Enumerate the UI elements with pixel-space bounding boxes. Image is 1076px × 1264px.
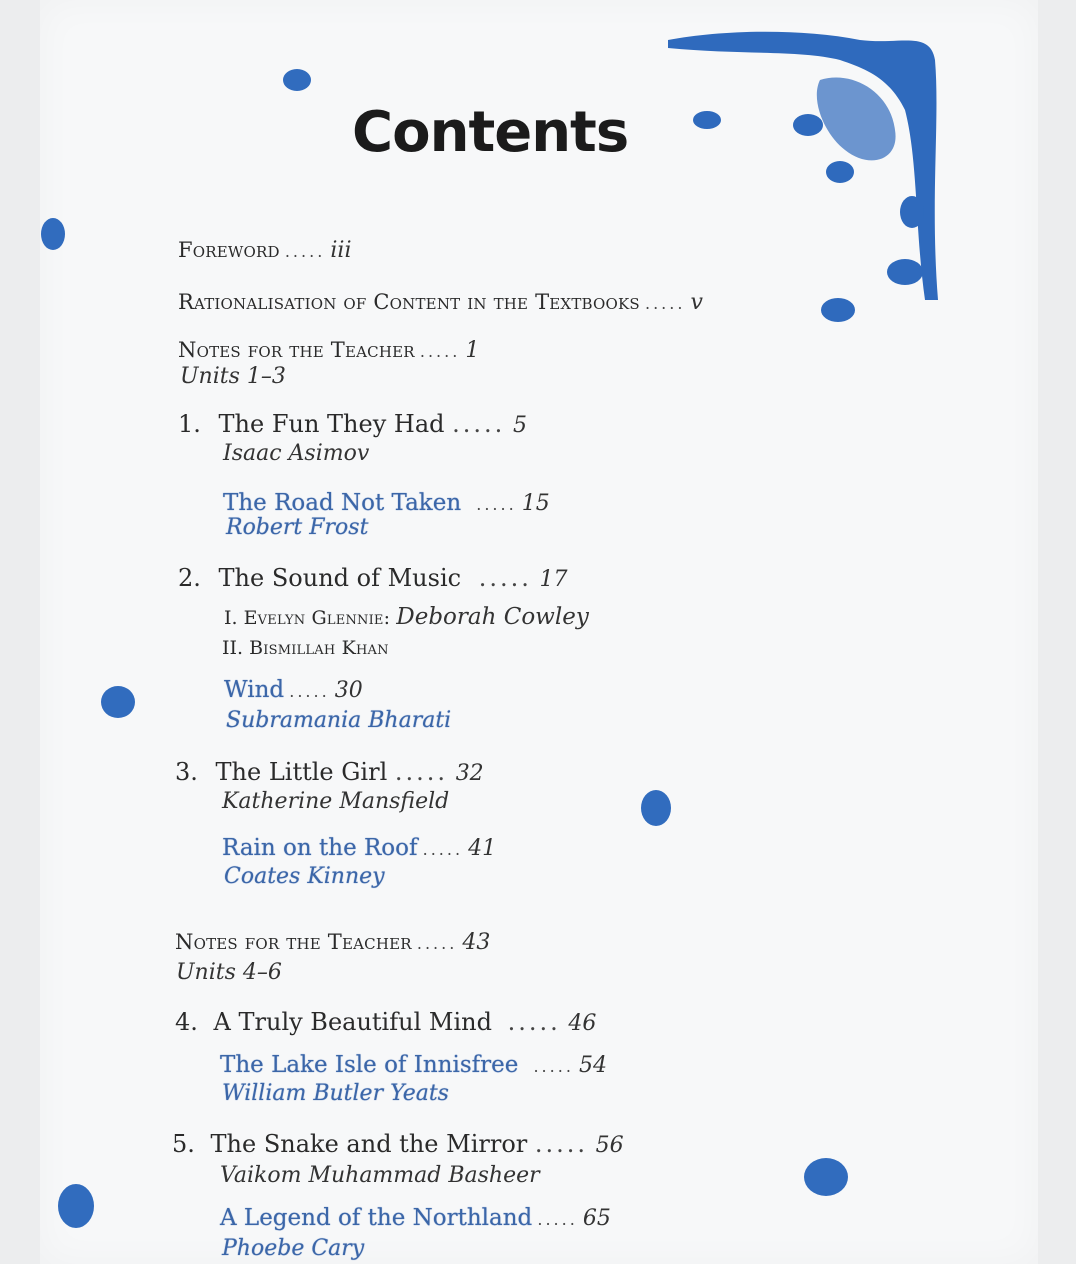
- toc-entry-rationalisation[interactable]: [178, 290, 703, 315]
- part-author: Deborah Cowley: [396, 604, 589, 630]
- toc-entry-poem-3[interactable]: [222, 835, 496, 861]
- page-number: 54: [579, 1053, 607, 1078]
- leader-dots: .....: [416, 934, 458, 953]
- chapter-author: Vaikom Muhammad Basheer: [220, 1163, 540, 1188]
- toc-label: Rationalisation of Content in the Textbooks: [178, 290, 640, 314]
- chapter-number: 1.: [178, 410, 201, 438]
- poem-title: Wind: [224, 677, 285, 703]
- toc-entry-chapter-1[interactable]: [178, 410, 527, 438]
- page-number: v: [690, 290, 703, 315]
- ink-blot: [283, 69, 311, 91]
- page-title: Contents: [352, 100, 629, 165]
- poem-title: Rain on the Roof: [222, 835, 418, 861]
- toc-entry-notes-1[interactable]: [178, 338, 479, 363]
- part-number: I.: [224, 607, 238, 629]
- toc-entry-foreword[interactable]: [178, 238, 351, 263]
- page-number: 1: [465, 338, 480, 363]
- toc-entry-chapter-3[interactable]: [175, 758, 484, 786]
- ink-blot: [693, 111, 721, 129]
- page-number: 65: [582, 1206, 611, 1231]
- poem-author: Subramania Bharati: [226, 708, 452, 733]
- page-number: 17: [539, 567, 568, 592]
- toc-entry-poem-2[interactable]: [224, 677, 363, 703]
- chapter-part-2[interactable]: [222, 637, 389, 659]
- page-number: 30: [334, 678, 363, 703]
- toc-entry-poem-4[interactable]: [220, 1052, 607, 1078]
- ink-blot: [821, 298, 855, 322]
- toc-label: Foreword: [178, 238, 280, 262]
- leader-dots: .....: [534, 1130, 589, 1158]
- leader-dots: .....: [419, 342, 461, 361]
- toc-label: Notes for the Teacher: [178, 338, 415, 362]
- ink-blot: [58, 1184, 94, 1228]
- poem-title: The Lake Isle of Innisfree: [220, 1052, 519, 1078]
- ink-blot: [887, 259, 923, 285]
- page-number: 32: [455, 761, 484, 786]
- chapter-title: A Truly Beautiful Mind: [213, 1008, 492, 1036]
- poem-title: A Legend of the Northland: [220, 1205, 533, 1231]
- chapter-title: The Fun They Had: [218, 410, 445, 438]
- poem-author: Phoebe Cary: [222, 1236, 365, 1261]
- toc-label: Notes for the Teacher: [175, 930, 412, 954]
- chapter-number: 3.: [175, 758, 198, 786]
- ink-blot: [900, 196, 924, 228]
- page-number: 56: [595, 1133, 624, 1158]
- chapter-title: The Little Girl: [215, 758, 388, 786]
- page-number: 5: [512, 413, 527, 438]
- toc-entry-poem-5[interactable]: [220, 1205, 611, 1231]
- leader-dots: .....: [394, 758, 449, 786]
- leader-dots: .....: [284, 242, 326, 261]
- ink-blot: [41, 218, 65, 250]
- part-number: II.: [222, 637, 244, 659]
- poem-author: William Butler Yeats: [222, 1081, 449, 1106]
- leader-dots: .....: [422, 840, 464, 859]
- ink-corner-leaf: [817, 77, 896, 160]
- page-number: 41: [468, 836, 497, 861]
- poem-author: Robert Frost: [226, 515, 369, 540]
- page-number: 46: [568, 1011, 597, 1036]
- chapter-number: 4.: [175, 1008, 198, 1036]
- leader-dots: .....: [289, 682, 330, 701]
- chapter-title: The Sound of Music: [218, 564, 462, 592]
- leader-dots: .....: [478, 564, 532, 592]
- leader-dots: .....: [476, 495, 517, 514]
- ink-blot: [101, 686, 135, 718]
- leader-dots: .....: [533, 1057, 574, 1076]
- poem-title: The Road Not Taken: [223, 490, 462, 516]
- leader-dots: .....: [537, 1210, 578, 1229]
- leader-dots: .....: [507, 1008, 561, 1036]
- page-number: iii: [330, 238, 352, 263]
- poem-author: Coates Kinney: [224, 864, 385, 889]
- part-label: Evelyn Glennie:: [243, 607, 391, 629]
- chapter-part-1[interactable]: [224, 604, 589, 630]
- ink-blot: [641, 790, 671, 826]
- toc-entry-chapter-2[interactable]: [178, 564, 568, 592]
- toc-entry-notes-2[interactable]: [175, 930, 490, 955]
- ink-blot: [826, 161, 854, 183]
- units-label: Units 4–6: [176, 960, 282, 985]
- chapter-number: 2.: [178, 564, 201, 592]
- chapter-author: Katherine Mansfield: [222, 789, 450, 814]
- toc-entry-poem-1[interactable]: [223, 490, 550, 516]
- part-label: Bismillah Khan: [249, 637, 389, 659]
- page-number: 43: [462, 930, 491, 955]
- units-label: Units 1–3: [180, 364, 286, 389]
- page-number: 15: [521, 491, 550, 516]
- ink-blot: [804, 1158, 848, 1196]
- toc-entry-chapter-5[interactable]: [172, 1130, 624, 1158]
- chapter-author: Isaac Asimov: [223, 441, 370, 466]
- leader-dots: .....: [452, 410, 506, 438]
- ink-blot: [793, 114, 823, 136]
- chapter-title: The Snake and the Mirror: [210, 1130, 528, 1158]
- leader-dots: .....: [645, 294, 686, 313]
- chapter-number: 5.: [172, 1130, 195, 1158]
- ink-corner-flourish: [668, 32, 938, 300]
- toc-entry-chapter-4[interactable]: [175, 1008, 596, 1036]
